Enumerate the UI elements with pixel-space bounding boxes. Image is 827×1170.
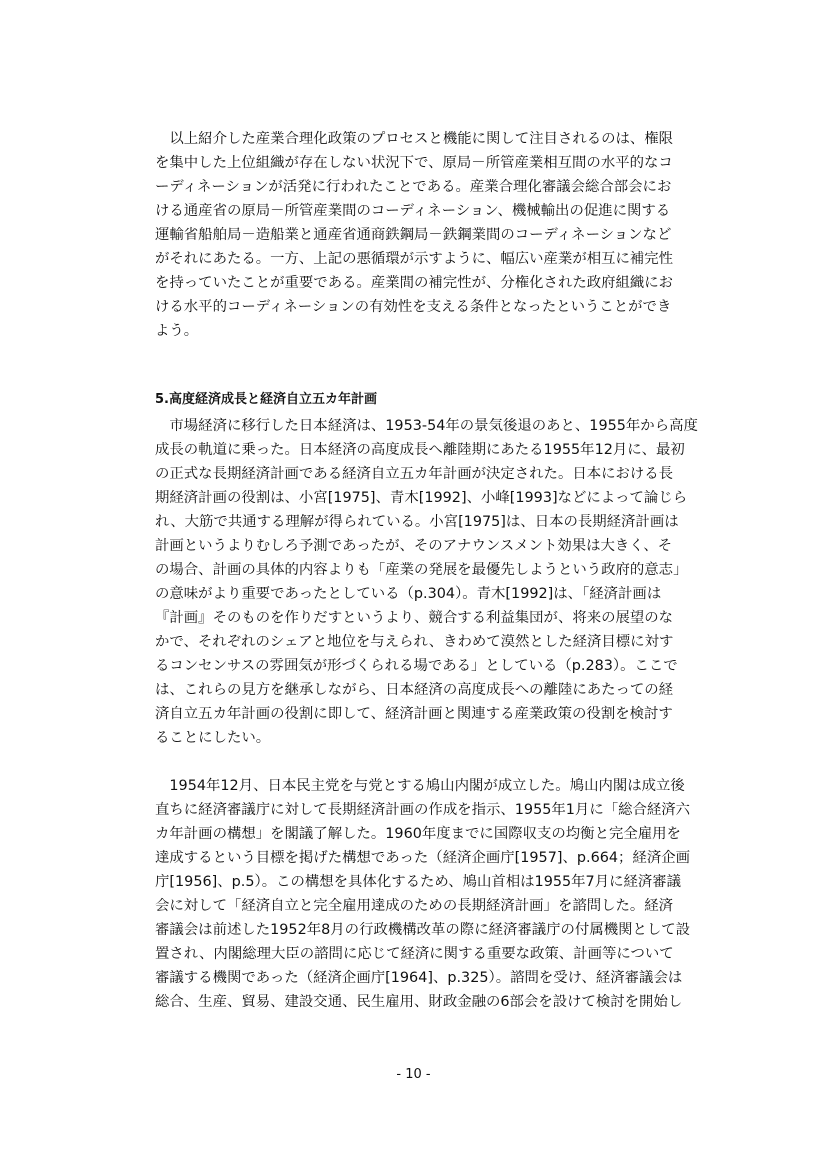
paragraph-rationalization-summary <box>155 127 715 343</box>
text-line: 達成するという目標を掲げた構想であった（経済企画庁[1957]、p.664；経済企画 <box>155 850 690 866</box>
text-line: かで、それぞれのシェアと地位を与えられ、きわめて漠然とした経済目標に対す <box>155 634 674 650</box>
text-line: を集中した上位組織が存在しない状況下で、原局－所管産業相互間の水平的なコ <box>155 155 673 171</box>
text-line: 期経済計画の役割は、小宮[1975]、青木[1992]、小峰[1993]などによって論じら <box>155 490 688 506</box>
text-line: ることにしたい。 <box>155 730 271 746</box>
page-number: - 10 - <box>396 1067 431 1082</box>
text-line: れ、大筋で共通する理解が得られている。小宮[1975]は、日本の長期経済計画は <box>155 514 679 530</box>
text-line: 成長の軌道に乗った。日本経済の高度成長へ離陸期にあたる1955年12月に、最初 <box>155 442 685 458</box>
text-line: の意味がより重要であったとしている（p.304）。青木[1992]は、「経済計画は <box>155 586 662 602</box>
paragraph-hatoyama-cabinet <box>155 774 715 1014</box>
text-line: 運輸省船舶局－造船業と通産省通商鉄鋼局－鉄鋼業間のコーディネーションなど <box>155 227 672 243</box>
text-line: 済自立五カ年計画の役割に即して、経済計画と関連する産業政策の役割を検討す <box>155 706 673 722</box>
text-line: カ年計画の構想」を閣議了解した。1960年度までに国際収支の均衡と完全雇用を <box>155 826 681 842</box>
text-line: を持っていたことが重要である。産業間の補完性が、分権化された政府組織にお <box>155 275 674 291</box>
text-line: ける水平的コーディネーションの有効性を支える条件となったということができ <box>155 299 672 315</box>
text-line: 置され、内閣総理大臣の諮問に応じて経済に関する重要な政策、計画等について <box>155 946 674 962</box>
text-line: るコンセンサスの雰囲気が形づくられる場である」としている（p.283）。ここで <box>155 658 678 674</box>
text-line: は、これらの見方を継承しながら、日本経済の高度成長への離陸にあたっての経 <box>155 682 674 698</box>
text-line: 会に対して「経済自立と完全雇用達成のための長期経済計画」を諮問した。経済 <box>155 898 674 914</box>
text-line: 審議する機関であった（経済企画庁[1964]、p.325）。諮問を受け、経済審議会は <box>155 970 683 986</box>
text-line: 市場経済に移行した日本経済は、1953-54年の景気後退のあと、1955年から高度 <box>155 418 698 434</box>
text-line: 直ちに経済審議庁に対して長期経済計画の作成を指示、1955年1月に「総合経済六 <box>155 802 691 818</box>
text-line: の正式な長期経済計画である経済自立五カ年計画が決定された。日本における長 <box>155 466 674 482</box>
text-line: 審議会は前述した1952年8月の行政機構改革の際に経済審議庁の付属機関として設 <box>155 922 691 938</box>
text-line: 庁[1956]、p.5）。この構想を具体化するため、鳩山首相は1955年7月に経済審議 <box>155 874 682 890</box>
text-line: 計画というよりむしろ予測であったが、そのアナウンスメント効果は大きく、そ <box>155 538 673 554</box>
text-line: 以上紹介した産業合理化政策のプロセスと機能に関して注目されるのは、権限 <box>155 131 674 147</box>
paragraph-high-growth <box>155 414 715 750</box>
text-line: ーディネーションが活発に行われたことである。産業合理化審議会総合部会にお <box>155 179 672 195</box>
text-line: の場合、計画の具体的内容よりも「産業の発展を最優先しようという政府的意志」 <box>155 562 688 578</box>
text-line: ける通産省の原局－所管産業間のコーディネーション、機械輸出の促進に関する <box>155 203 671 219</box>
text-line: がそれにあたる。一方、上記の悪循環が示すように、幅広い産業が相互に補完性 <box>155 251 674 267</box>
text-line: よう。 <box>155 323 199 339</box>
text-line: 総合、生産、貿易、建設交通、民生雇用、財政金融の6部会を設けて検討を開始し <box>155 994 683 1010</box>
text-line: 『計画』そのものを作りだすというより、競合する利益集団が、将来の展望のな <box>155 610 674 626</box>
section-heading: 5.高度経済成長と経済自立五カ年計画 <box>155 392 377 407</box>
text-line: 1954年12月、日本民主党を与党とする鳩山内閣が成立した。鳩山内閣は成立後 <box>155 778 685 794</box>
